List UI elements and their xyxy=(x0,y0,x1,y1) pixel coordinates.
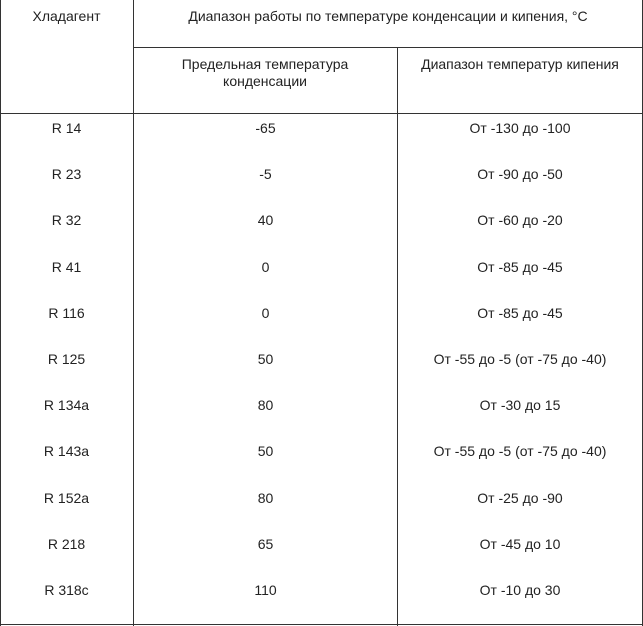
cell-condensation-limit: 40 xyxy=(257,212,274,228)
header-boiling-range: Диапазон температур кипения xyxy=(421,56,619,72)
cell-boiling-range: От -85 до -45 xyxy=(477,259,563,275)
cell-boiling-range: От -60 до -20 xyxy=(477,212,563,228)
cell-boiling-range: От -130 до -100 xyxy=(469,120,571,136)
cell-boiling-range: От -25 до -90 xyxy=(477,490,563,506)
header-operating-range: Диапазон работы по температуре конденсации и кипения, °С xyxy=(188,8,588,24)
group-header-divider xyxy=(133,47,643,48)
cell-refrigerant: R 134a xyxy=(43,397,90,413)
cell-condensation-limit: 0 xyxy=(261,305,270,321)
cell-refrigerant: R 125 xyxy=(47,351,86,367)
cell-boiling-range: От -55 до -5 (от -75 до -40) xyxy=(433,443,607,459)
cell-refrigerant: R 14 xyxy=(51,120,82,136)
cell-boiling-range: От -90 до -50 xyxy=(477,166,563,182)
cell-condensation-limit: 50 xyxy=(257,443,274,459)
header-refrigerant: Хладагент xyxy=(32,8,101,24)
cell-condensation-limit: 80 xyxy=(257,490,274,506)
table-border-bottom xyxy=(0,624,643,625)
cell-refrigerant: R 218 xyxy=(47,536,86,552)
cell-boiling-range: От -30 до 15 xyxy=(479,397,561,413)
cell-refrigerant: R 23 xyxy=(51,166,82,182)
cell-condensation-limit: -5 xyxy=(259,166,272,182)
header-bottom-divider xyxy=(0,113,643,114)
cell-refrigerant: R 32 xyxy=(51,212,82,228)
cell-boiling-range: От -85 до -45 xyxy=(477,305,563,321)
cell-condensation-limit: 110 xyxy=(254,582,277,598)
cell-boiling-range: От -45 до 10 xyxy=(479,536,561,552)
cell-condensation-limit: 0 xyxy=(261,259,270,275)
cell-condensation-limit: 65 xyxy=(257,536,274,552)
cell-condensation-limit: -65 xyxy=(255,120,276,136)
cell-condensation-limit: 50 xyxy=(257,351,274,367)
cell-refrigerant: R 116 xyxy=(48,305,85,321)
cell-boiling-range: От -55 до -5 (от -75 до -40) xyxy=(433,351,607,367)
cell-refrigerant: R 152a xyxy=(43,490,90,506)
cell-refrigerant: R 41 xyxy=(51,259,82,275)
header-condensation-limit: Предельная температура конденсации xyxy=(181,56,349,89)
cell-condensation-limit: 80 xyxy=(257,397,274,413)
cell-boiling-range: От -10 до 30 xyxy=(479,582,561,598)
cell-refrigerant: R 143a xyxy=(43,443,90,459)
cell-refrigerant: R 318c xyxy=(44,582,89,598)
